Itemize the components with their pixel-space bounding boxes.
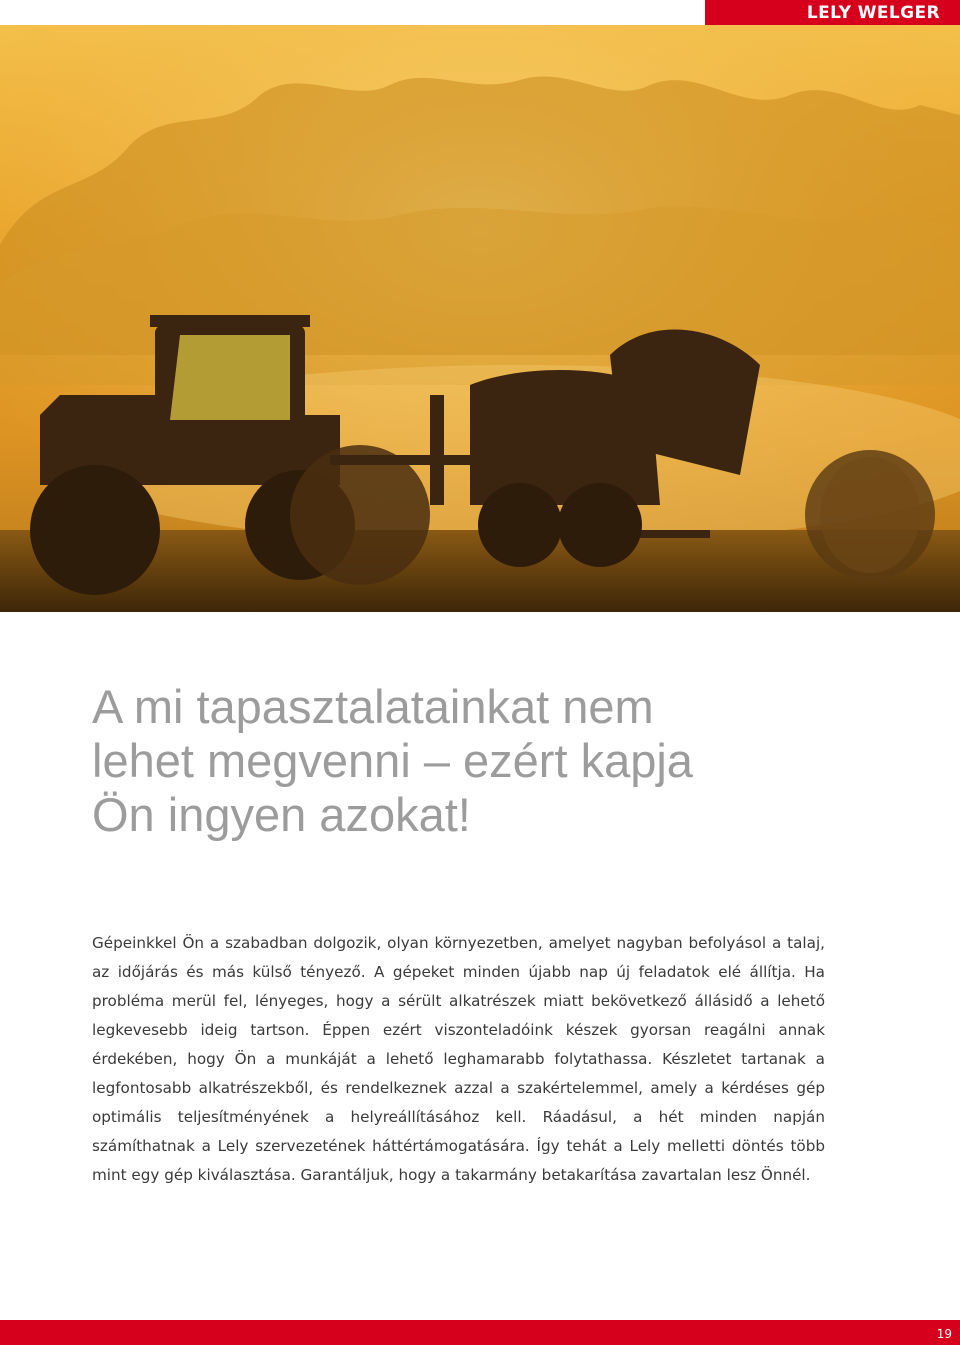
brand-name: LELY WELGER [806, 2, 940, 23]
brand-header [705, 0, 960, 25]
headline-line: A mi tapasztalatainkat nem [92, 680, 654, 733]
hero-photo [0, 25, 960, 612]
headline-line: Ön ingyen azokat! [92, 788, 471, 841]
headline-line: lehet megvenni – ezért kapja [92, 734, 693, 787]
page-headline [92, 680, 892, 842]
page-number: 19 [936, 1327, 952, 1341]
tractor-baler-image [0, 25, 960, 612]
body-paragraph: Gépeinkkel Ön a szabadban dolgozik, olyan környezetben, amelyet nagyban befolyásol a talaj, az időjárás és más külső tényező. A gépeket minden újabb nap új feladatok elé állítja. Ha probléma merül fel, lényeges, hogy a sérült alkatrészek miatt bekövetkező állásidő a lehető legkevesebb ideig tartson. Éppen ezért viszonteladóink készek gyorsan reagálni annak érdekében, hogy Ön a munkáját a lehető leghamarabb folytathassa. Készletet tartanak a legfontosabb alkatrészekből, és rendelkeznek azzal a szakértelemmel, amely a kérdéses gép optimális teljesítményének a helyreállításához kell. Ráadásul, a hét minden napján számíthatnak a Lely szervezetének háttértámogatására. Így tehát a Lely melletti döntés több mint egy gép kiválasztása. Garantáljuk, hogy a takarmány betakarítása zavartalan lesz Önnél. [92, 934, 825, 1184]
footer-bar [0, 1320, 960, 1345]
